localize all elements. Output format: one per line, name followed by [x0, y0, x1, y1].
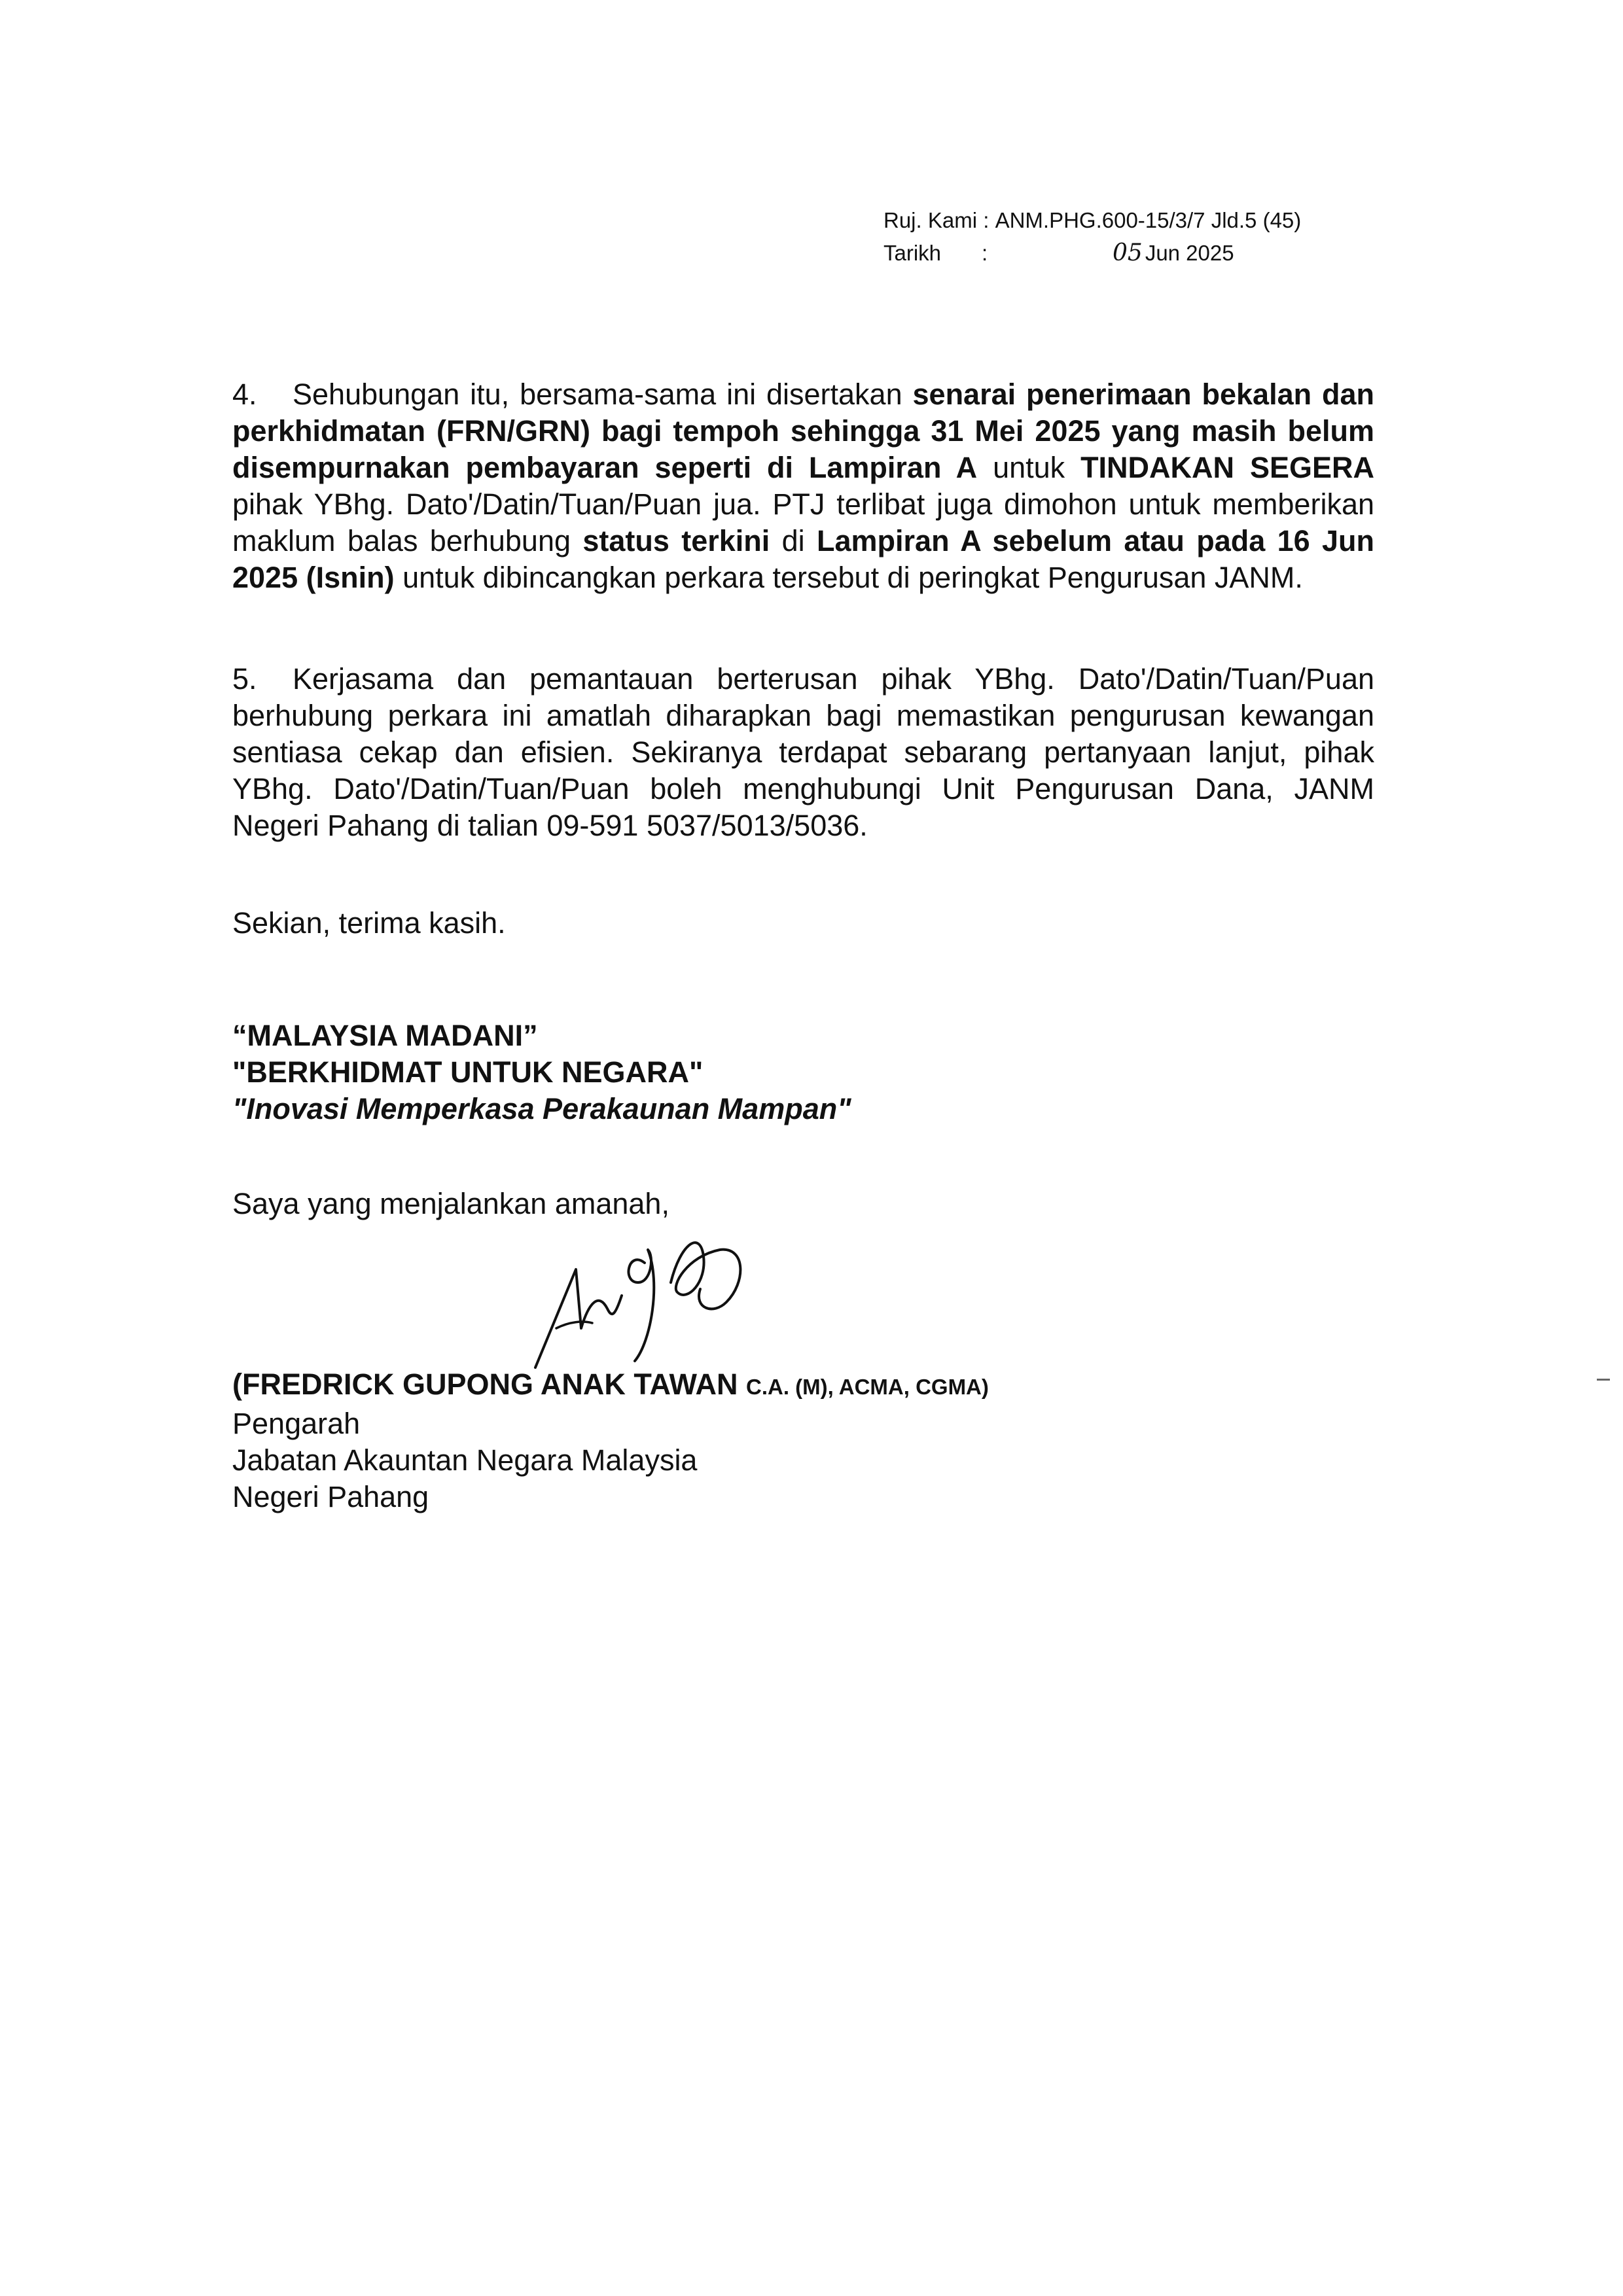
reference-block [883, 204, 1301, 270]
signatory-block [232, 1366, 989, 1515]
paragraph-4-bold-1: senarai penerimaan bekalan dan perkhidmatan (FRN/GRN) bagi tempoh sehingga 31 Mei 2025 yang masih belum disempurnakan pembayaran seperti di Lampiran A [232, 378, 1374, 484]
signatory-name: (FREDRICK GUPONG ANAK TAWAN [232, 1368, 738, 1401]
closing-line: Sekian, terima kasih. [232, 906, 506, 940]
signatory-state: Negeri Pahang [232, 1480, 429, 1513]
date-month-year: Jun 2025 [1145, 241, 1234, 265]
paragraph-4-text-1: Sehubungan itu, bersama-sama ini disertakan [293, 378, 913, 411]
date-day-handwritten: 05 [1113, 239, 1143, 266]
paragraph-5-number: 5. [232, 662, 257, 696]
paragraph-5 [232, 661, 1374, 844]
reference-label: Ruj. Kami [883, 208, 978, 232]
reference-colon: : [983, 208, 990, 232]
reference-row [883, 204, 1301, 237]
paragraph-4 [232, 376, 1374, 596]
signatory-name-line [232, 1366, 989, 1405]
signatory-department: Jabatan Akauntan Negara Malaysia [232, 1443, 698, 1477]
date-row [883, 237, 1301, 270]
paragraph-4-text-3: pihak YBhg. Dato'/Datin/Tuan/Puan jua. PTJ terlibat juga dimohon untuk memberikan maklum balas berhubung [232, 487, 1374, 557]
paragraph-4-text-4: di [770, 524, 817, 557]
motto-berkhidmat: "BERKHIDMAT UNTUK NEGARA" [232, 1055, 704, 1089]
paragraph-4-bold-3: status terkini [582, 524, 770, 557]
paragraph-4-bold-2: TINDAKAN SEGERA [1080, 451, 1374, 484]
reference-value: ANM.PHG.600-15/3/7 Jld.5 (45) [995, 208, 1302, 232]
handwritten-signature [530, 1230, 753, 1374]
paragraph-4-number: 4. [232, 378, 257, 411]
paragraph-4-text-5: untuk dibincangkan perkara tersebut di peringkat Pengurusan JANM. [394, 561, 1303, 594]
date-label: Tarikh [883, 241, 942, 265]
paragraph-5-text: Kerjasama dan pemantauan berterusan pihak YBhg. Dato'/Datin/Tuan/Puan berhubung perkara ini amatlah diharapkan bagi memastikan pengurusan kewangan sentiasa cekap dan efisien. Sekiranya terdapat sebarang pertanyaan lanjut, pihak YBhg. Dato'/Datin/Tuan/Puan boleh menghubungi Unit Pengurusan Dana, JANM Negeri Pahang di talian 09-591 5037/5013/5036. [232, 662, 1374, 842]
date-colon: : [982, 241, 988, 265]
paragraph-4-text-2: untuk [977, 451, 1081, 484]
motto-block [232, 1017, 851, 1127]
paragraph-4-bold-4: Lampiran A sebelum atau pada 16 Jun 2025 (Isnin) [232, 524, 1375, 594]
sign-off-line: Saya yang menjalankan amanah, [232, 1187, 669, 1220]
signatory-title: Pengarah [232, 1407, 361, 1440]
motto-inovasi: "Inovasi Memperkasa Perakaunan Mampan" [232, 1092, 851, 1125]
signatory-qualifications: C.A. (M), ACMA, CGMA) [746, 1375, 989, 1399]
motto-malaysia-madani: “MALAYSIA MADANI” [232, 1019, 538, 1052]
scan-edge-mark [1597, 1379, 1610, 1381]
